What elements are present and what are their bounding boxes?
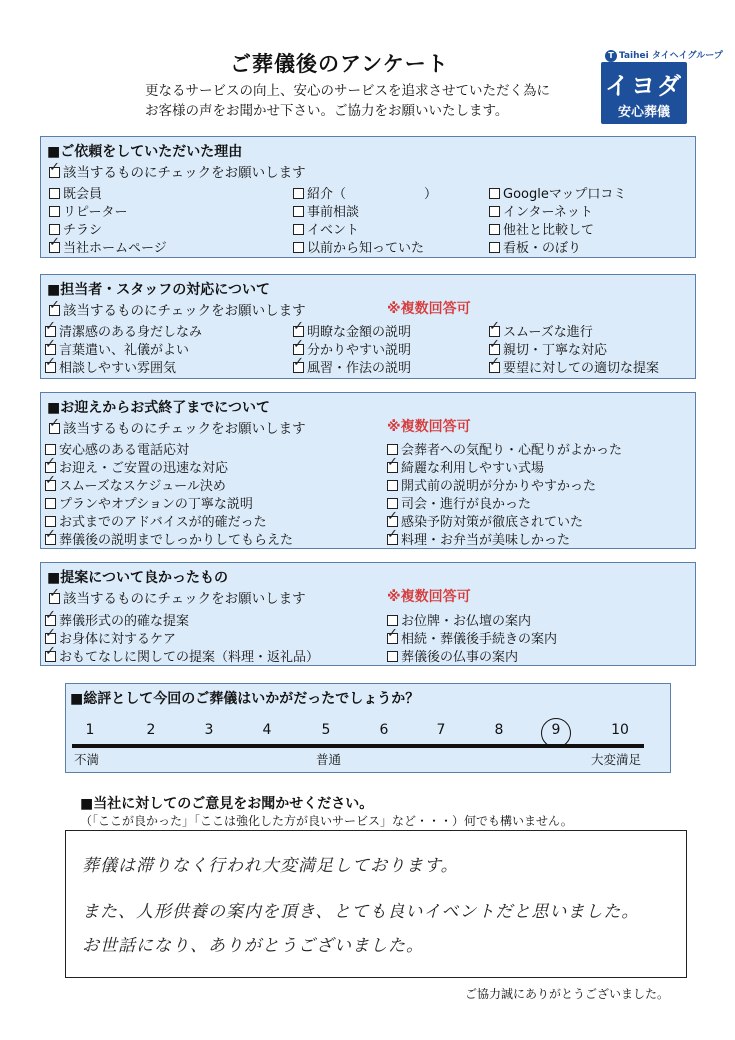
checkbox[interactable]: [45, 480, 56, 491]
checkbox[interactable]: [45, 462, 56, 473]
multiple-answers-note: ※複数回答可: [387, 419, 471, 435]
checkbox[interactable]: [293, 362, 304, 373]
checkbox[interactable]: [387, 444, 398, 455]
checkbox[interactable]: [49, 242, 60, 253]
checkbox[interactable]: [293, 188, 304, 199]
option[interactable]: ✓当社ホームページ: [49, 237, 167, 256]
checkbox[interactable]: [49, 206, 60, 217]
section-title: ■ご依頼をしていただいた理由: [47, 144, 243, 160]
thanks-note: ご協力誠にありがとうございました。: [465, 987, 670, 1001]
taihei-mark-icon: T: [605, 50, 617, 62]
option[interactable]: ✓ 親切・丁寧な対応: [489, 339, 607, 358]
option[interactable]: 看板・のぼり: [489, 237, 581, 256]
handwritten-line: 葬儀は滞りなく行われ大変満足しております。: [82, 856, 459, 876]
option[interactable]: 他社と比較して: [489, 219, 594, 238]
rating-option[interactable]: 3: [204, 722, 214, 738]
intro-line-1: 更なるサービスの向上、安心のサービスを追求させていただく為に: [145, 83, 550, 99]
rating-question: ■総評として今回のご葬儀はいかがだったでしょうか？: [70, 691, 420, 707]
checkbox[interactable]: [293, 344, 304, 355]
section-ceremony: [40, 392, 696, 549]
opinion-textarea[interactable]: [65, 830, 687, 978]
checkbox[interactable]: [45, 444, 56, 455]
intro-line-2: お客様の声をお聞かせ下さい。ご協力をお願いいたします。: [145, 103, 509, 119]
option[interactable]: 安心感のある電話応対: [45, 439, 189, 458]
rating-option[interactable]: 2: [146, 722, 156, 738]
option[interactable]: イベント: [293, 219, 359, 238]
option[interactable]: お式までのアドバイスが的確だった: [45, 511, 267, 530]
option[interactable]: ✓ 綺麗な利用しやすい式場: [387, 457, 544, 476]
section-proposals: [40, 562, 696, 666]
option[interactable]: ✓ 明瞭な金額の説明: [293, 321, 411, 340]
checkbox[interactable]: [293, 206, 304, 217]
section-instruction: ✓該当するものにチェックをお願いします: [49, 587, 306, 607]
option[interactable]: ✓葬儀形式の的確な提案: [45, 610, 189, 629]
company-logo: [601, 62, 687, 124]
option[interactable]: 葬儀後の仏事の案内: [387, 646, 518, 665]
checkbox[interactable]: [49, 224, 60, 235]
option[interactable]: チラシ: [49, 219, 102, 238]
checkbox-icon: [49, 305, 60, 316]
multiple-answers-note: ※複数回答可: [387, 301, 471, 317]
rating-option[interactable]: 9: [551, 722, 561, 738]
checkbox[interactable]: [489, 188, 500, 199]
option[interactable]: 司会・進行が良かった: [387, 493, 531, 512]
checkbox[interactable]: [45, 534, 56, 545]
opinion-subtitle: （「ここが良かった」「ここは強化した方が良いサービス」など・・・）何でも構いません。: [80, 814, 573, 828]
checkbox[interactable]: [293, 224, 304, 235]
checkbox[interactable]: [45, 362, 56, 373]
option[interactable]: 開式前の説明が分かりやすかった: [387, 475, 596, 494]
checkbox[interactable]: [387, 462, 398, 473]
checkbox[interactable]: [45, 651, 56, 662]
checkbox[interactable]: [387, 480, 398, 491]
section-reason: [40, 136, 696, 258]
rating-option[interactable]: 7: [436, 722, 446, 738]
checkbox[interactable]: [489, 344, 500, 355]
checkbox[interactable]: [387, 651, 398, 662]
option[interactable]: 事前相談: [293, 201, 359, 220]
option[interactable]: 以前から知っていた: [293, 237, 424, 256]
checkbox[interactable]: [293, 326, 304, 337]
option[interactable]: ✓言葉遣い、礼儀がよい: [45, 339, 189, 358]
checkbox-icon: [49, 167, 60, 178]
scale-high-label: 大変満足: [591, 752, 642, 767]
option[interactable]: ✓ 分かりやすい説明: [293, 339, 411, 358]
option[interactable]: 紹介（ ）: [293, 183, 437, 202]
checkbox[interactable]: [45, 633, 56, 644]
checkbox[interactable]: [489, 362, 500, 373]
checkbox[interactable]: [387, 498, 398, 509]
checkbox[interactable]: [293, 242, 304, 253]
checkbox[interactable]: [45, 615, 56, 626]
rating-option[interactable]: 10: [611, 722, 629, 738]
checkbox[interactable]: [489, 242, 500, 253]
checkbox[interactable]: [45, 498, 56, 509]
multiple-answers-note: ※複数回答可: [387, 589, 471, 605]
checkbox[interactable]: [45, 344, 56, 355]
rating-scale-line: [72, 744, 644, 748]
section-staff: [40, 274, 696, 379]
handwritten-line: お世話になり、ありがとうございました。: [82, 936, 424, 956]
section-instruction: ✓該当するものにチェックをお願いします: [49, 161, 306, 181]
checkbox[interactable]: [45, 516, 56, 527]
option[interactable]: ✓清潔感のある身だしなみ: [45, 321, 202, 340]
checkbox[interactable]: [387, 516, 398, 527]
option[interactable]: ✓ 感染予防対策が徹底されていた: [387, 511, 583, 530]
checkbox[interactable]: [489, 206, 500, 217]
logo-sub: 安心葬儀: [617, 105, 670, 120]
page-title: ご葬儀後のアンケート: [230, 52, 449, 76]
option[interactable]: ✓相談しやすい雰囲気: [45, 357, 176, 376]
scale-low-label: 不満: [74, 752, 100, 767]
option[interactable]: ✓おもてなしに関しての提案（料理・返礼品）: [45, 646, 319, 665]
option[interactable]: 既会員: [49, 183, 102, 202]
option[interactable]: ✓ 風習・作法の説明: [293, 357, 411, 376]
option[interactable]: ✓お迎え・ご安置の迅速な対応: [45, 457, 228, 476]
section-title: ■お迎えからお式終了までについて: [47, 400, 270, 416]
group-logo: [605, 48, 723, 62]
handwritten-line: また、人形供養の案内を頂き、とても良いイベントだと思いました。: [82, 902, 640, 922]
checkbox[interactable]: [45, 326, 56, 337]
overall-rating: [65, 683, 671, 773]
checkbox[interactable]: [489, 224, 500, 235]
option[interactable]: ✓ 相続・葬儀後手続きの案内: [387, 628, 557, 647]
section-title: ■提案について良かったもの: [47, 570, 228, 586]
section-title: ■担当者・スタッフの対応について: [47, 282, 270, 298]
rating-option[interactable]: 4: [262, 722, 272, 738]
option[interactable]: リピーター: [49, 201, 127, 220]
option[interactable]: ✓ 料理・お弁当が美味しかった: [387, 529, 570, 548]
option[interactable]: Googleマップ口コミ: [489, 183, 626, 202]
option[interactable]: プランやオプションの丁寧な説明: [45, 493, 253, 512]
option[interactable]: ✓ 要望に対しての適切な提案: [489, 357, 659, 376]
option[interactable]: 会葬者への気配り・心配りがよかった: [387, 439, 622, 458]
checkbox[interactable]: [387, 534, 398, 545]
option[interactable]: ✓お身体に対するケア: [45, 628, 176, 647]
option[interactable]: ✓葬儀後の説明までしっかりしてもらえた: [45, 529, 293, 548]
rating-option[interactable]: 8: [494, 722, 504, 738]
rating-option[interactable]: 5: [321, 722, 331, 738]
section-instruction: ✓該当するものにチェックをお願いします: [49, 417, 306, 437]
rating-option[interactable]: 1: [85, 722, 95, 738]
checkbox[interactable]: [387, 615, 398, 626]
section-instruction: ✓該当するものにチェックをお願いします: [49, 299, 306, 319]
checkbox-icon: [49, 593, 60, 604]
logo-name: イヨダ: [605, 72, 683, 100]
option[interactable]: ✓スムーズなスケジュール決め: [45, 475, 226, 494]
scale-mid-label: 普通: [316, 752, 342, 767]
option[interactable]: お位牌・お仏壇の案内: [387, 610, 531, 629]
rating-option[interactable]: 6: [379, 722, 389, 738]
checkbox-icon: [49, 423, 60, 434]
checkbox[interactable]: [489, 326, 500, 337]
option[interactable]: インターネット: [489, 201, 593, 220]
opinion-title: ■当社に対してのご意見をお聞かせください。: [80, 796, 374, 812]
checkbox[interactable]: [49, 188, 60, 199]
option[interactable]: ✓ スムーズな進行: [489, 321, 593, 340]
checkbox[interactable]: [387, 633, 398, 644]
group-name: Taihei タイヘイグループ: [619, 51, 723, 61]
